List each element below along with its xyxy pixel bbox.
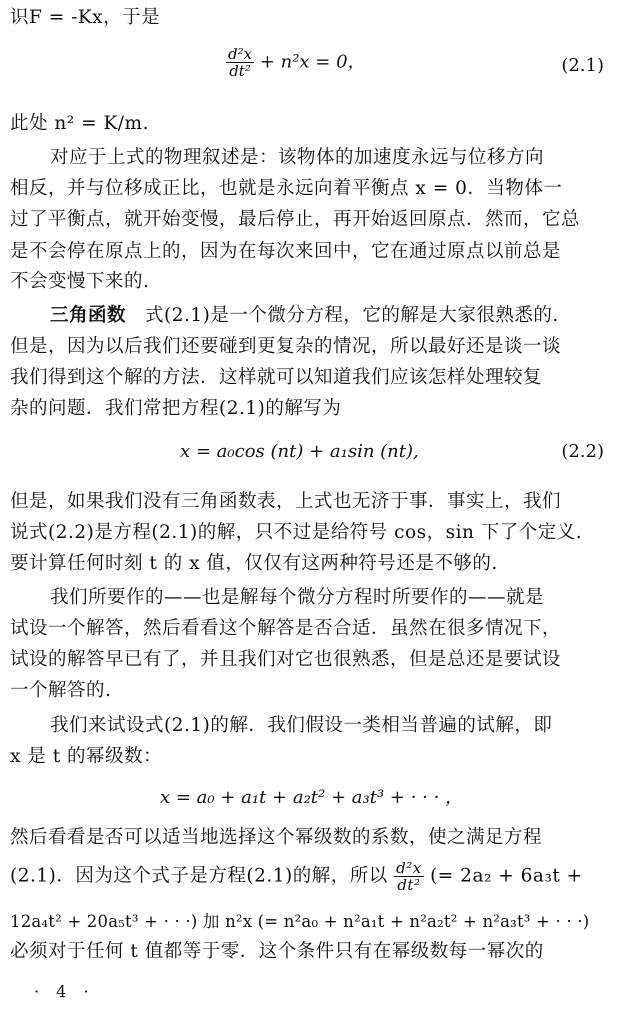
text-run: (= 2a₂ + 6a₃t + — [423, 865, 583, 887]
page-number: · 4 · — [34, 982, 95, 1001]
text-line: 12a₄t² + 20a₅t³ + · · ·) 加 n²x (= n²a₀ + n²a₁t + n²a₂t² + n²a₃t³ + · · ·) — [10, 912, 590, 931]
text-line: 但是，因为以后我们还要碰到更复杂的情况，所以最好还是谈一谈 — [10, 336, 562, 357]
text-line: 我们所要作的——也是解每个微分方程时所要作的——就是 — [50, 587, 545, 608]
text-line: 相反，并与位移成正比，也就是永远向着平衡点 x = 0．当物体一 — [10, 178, 563, 199]
text-line — [10, 860, 606, 893]
equation-number-2-1: (2.1) — [561, 55, 604, 76]
fraction-d2x-dt2 — [226, 46, 254, 79]
equation-2-2: x = a₀cos (nt) + a₁sin (nt), — [180, 441, 419, 462]
text-line: x 是 t 的幂级数： — [10, 746, 163, 767]
text-line: 一个解答的. — [10, 680, 112, 701]
text-line: 识F = -Kx，于是 — [10, 7, 161, 28]
text-line: 说式(2.2)是方程(2.1)的解，只不过是给符号 cos，sin 下了个定义. — [10, 522, 583, 543]
text-line: 我们来试设式(2.1)的解．我们假设一类相当普遍的试解，即 — [50, 715, 553, 736]
text-line: 对应于上式的物理叙述是：该物体的加速度永远与位移方向 — [50, 147, 545, 168]
text-line: 此处 n² = K/m. — [10, 113, 149, 134]
text-line — [50, 304, 606, 328]
text-run: (2.1)．因为这个式子是方程(2.1)的解，所以 — [10, 865, 388, 887]
fraction-denominator: dt² — [229, 62, 251, 80]
text-line: 不会变慢下来的. — [10, 271, 150, 292]
text-line: 过了平衡点，就开始变慢，最后停止，再开始返回原点．然而，它总 — [10, 209, 581, 230]
equation-power-series: x = a₀ + a₁t + a₂t² + a₃t³ + · · · ， — [160, 787, 464, 808]
text-line: 然后看看是否可以适当地选择这个幂级数的系数，使之满足方程 — [10, 827, 543, 848]
equation-number-2-2: (2.2) — [561, 441, 604, 462]
equation-rest: + n²x = 0， — [259, 51, 366, 73]
text-line: 要计算任何时刻 t 的 x 值，仅仅有这两种符号还是不够的. — [10, 553, 498, 574]
section-heading: 三角函数 — [50, 305, 127, 326]
text-line: 杂的问题．我们常把方程(2.1)的解写为 — [10, 398, 342, 419]
equation-2-1 — [226, 46, 366, 79]
text-line: 是不会停在原点上的，因为在每次来回中，它在通过原点以前总是 — [10, 241, 562, 262]
text-line: 必须对于任何 t 值都等于零．这个条件只有在幂级数每一幂次的 — [10, 941, 544, 962]
fraction-numerator: d²x — [396, 859, 422, 877]
fraction-numerator: d²x — [228, 45, 253, 63]
text-line: 但是，如果我们没有三角函数表，上式也无济于事．事实上，我们 — [10, 491, 562, 512]
fraction-denominator: dt² — [397, 876, 421, 894]
text-line: 试设的解答早已有了，并且我们对它也很熟悉，但是总还是要试设 — [10, 649, 562, 670]
text-line: 试设一个解答，然后看看这个解答是否合适．虽然在很多情况下， — [10, 618, 562, 639]
fraction-d2x-dt2 — [394, 860, 424, 893]
text-run: 式(2.1)是一个微分方程，它的解是大家很熟悉的. — [126, 305, 559, 326]
text-line: 我们得到这个解的方法．这样就可以知道我们应该怎样处理较复 — [10, 367, 543, 388]
